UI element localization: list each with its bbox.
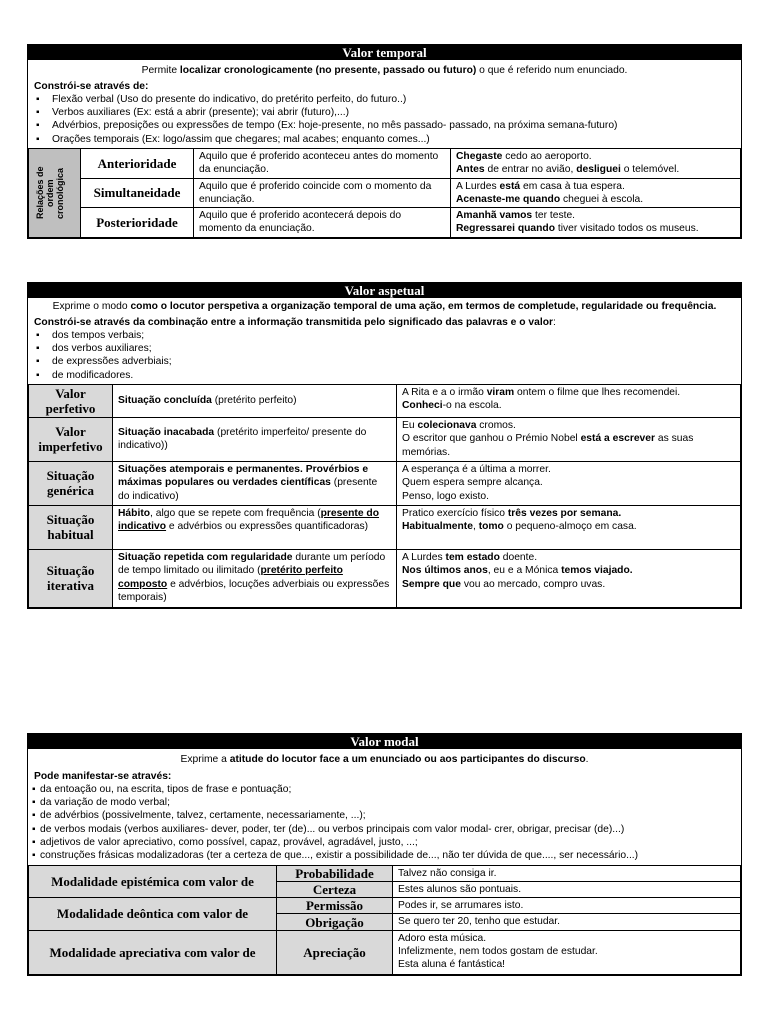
row-example: A Rita e a o irmão viram ontem o filme que lhes recomendei. Conheci-o na escola.	[397, 384, 741, 417]
row-example: A esperança é a última a morrer. Quem espera sempre alcança. Penso, logo existo.	[397, 461, 741, 505]
row-example: Amanhã vamos ter teste. Regressarei quando tiver visitado todos os museus.	[451, 208, 741, 238]
aspetual-intro: Exprime o modo como o locutor perspetiva a organização temporal de uma ação, em termos de completude, regularidade ou frequência.	[52, 301, 717, 312]
row-example: Eu colecionava cromos. O escritor que ganhou o Prémio Nobel está a escrever as suas memórias.	[397, 417, 741, 461]
modal-intro: Exprime a atitude do locutor face a um enunciado ou aos participantes do discurso.	[180, 754, 589, 765]
row-desc: Hábito, algo que se repete com frequência (presente do indicativo e advérbios ou expressões quantificadoras)	[113, 505, 397, 549]
row-example: Chegaste cedo ao aeroporto. Antes de entrar no avião, desliguei o telemóvel.	[451, 148, 741, 178]
group-label: Modalidade epistémica com valor de	[29, 865, 277, 898]
row-label: Situação genérica	[29, 461, 113, 505]
list-item: ▪ da variação de modo verbal;	[34, 796, 735, 809]
row-desc: Situação repetida com regularidade durante um período de tempo limitado ou ilimitado (pretérito perfeito composto e advérbios, locuções adverbiais ou expressões temporais)	[113, 549, 397, 607]
aspetual-section	[27, 282, 742, 609]
list-item: ▪ adjetivos de valor apreciativo, como possível, capaz, provável, agradável, justo, ...;	[34, 836, 735, 849]
table-row	[29, 178, 741, 208]
sub-label: Permissão	[277, 898, 393, 914]
list-item: ▪ construções frásicas modalizadoras (ter a certeza de que..., existir a possibilidade de..., não ter dúvida de que...., ser necessário...)	[34, 849, 735, 862]
row-desc: Aquilo que é proferido coincide com o momento da enunciação.	[194, 178, 451, 208]
aspetual-how-heading: Constrói-se através da combinação entre a informação transmitida pelo significado das palavras e o valor:	[34, 316, 556, 328]
row-label: Valor imperfetivo	[29, 417, 113, 461]
table-row	[29, 417, 741, 461]
list-item: ▪ dos tempos verbais;	[34, 329, 735, 342]
aspetual-how-list	[34, 329, 735, 382]
modal-how-list	[34, 783, 735, 863]
temporal-table	[28, 148, 741, 238]
table-row	[29, 898, 741, 914]
table-row	[29, 930, 741, 974]
modal-how	[28, 770, 741, 865]
temporal-how-list	[34, 93, 735, 146]
sub-label: Probabilidade	[277, 865, 393, 881]
row-label: Situação habitual	[29, 505, 113, 549]
row-example: A Lurdes está em casa à tua espera. Acenaste-me quando cheguei à escola.	[451, 178, 741, 208]
row-label: Posterioridade	[81, 208, 194, 238]
sub-label: Obrigação	[277, 914, 393, 930]
row-label: Simultaneidade	[81, 178, 194, 208]
modal-how-heading: Pode manifestar-se através:	[34, 770, 172, 782]
list-item: ▪ de modificadores.	[34, 369, 735, 382]
temporal-title: Valor temporal	[28, 45, 741, 60]
row-example: Pratico exercício físico três vezes por semana. Habitualmente, tomo o pequeno-almoço em casa.	[397, 505, 741, 549]
table-row	[29, 865, 741, 881]
group-label: Modalidade deôntica com valor de	[29, 898, 277, 931]
table-row	[29, 384, 741, 417]
row-desc: Aquilo que é proferido acontecerá depois do momento da enunciação.	[194, 208, 451, 238]
row-example: Podes ir, se arrumares isto.	[393, 898, 741, 914]
row-example: A Lurdes tem estado doente. Nos últimos anos, eu e a Mónica temos viajado. Sempre que vou ao mercado, compro uvas.	[397, 549, 741, 607]
table-row	[29, 505, 741, 549]
side-label-cell	[29, 148, 81, 237]
list-item: ▪ Orações temporais (Ex: logo/assim que chegares; mal acabes; enquanto comes...)	[34, 133, 735, 146]
modal-table	[28, 865, 741, 975]
aspetual-how	[28, 316, 741, 384]
list-item: ▪ da entoação ou, na escrita, tipos de frase e pontuação;	[34, 783, 735, 796]
list-item: ▪ Verbos auxiliares (Ex: está a abrir (presente); vai abrir (futuro),...)	[34, 106, 735, 119]
row-example: Talvez não consiga ir.	[393, 865, 741, 881]
row-desc: Situação inacabada (pretérito imperfeito/ presente do indicativo))	[113, 417, 397, 461]
row-label: Anterioridade	[81, 148, 194, 178]
sub-label: Certeza	[277, 881, 393, 897]
list-item: ▪ de advérbios (possivelmente, talvez, certamente, necessariamente, ...);	[34, 809, 735, 822]
side-label: Relações de ordem cronológica	[34, 166, 65, 220]
temporal-how-heading: Constrói-se através de:	[34, 80, 149, 92]
table-row	[29, 549, 741, 607]
aspetual-title: Valor aspetual	[28, 283, 741, 298]
temporal-intro: Permite localizar cronologicamente (no presente, passado ou futuro) o que é referido num enunciado.	[141, 65, 628, 76]
temporal-section	[27, 44, 742, 239]
row-label: Situação iterativa	[29, 549, 113, 607]
row-example: Estes alunos são pontuais.	[393, 881, 741, 897]
list-item: ▪ de verbos modais (verbos auxiliares- dever, poder, ter (de)... ou verbos principais com valor modal- crer, obrigar, precisar (de)...)	[34, 823, 735, 836]
list-item: ▪ de expressões adverbiais;	[34, 355, 735, 368]
sub-label: Apreciação	[277, 930, 393, 974]
temporal-how	[28, 80, 741, 148]
row-desc: Situação concluída (pretérito perfeito)	[113, 384, 397, 417]
list-item: ▪ Flexão verbal (Uso do presente do indicativo, do pretérito perfeito, do futuro..)	[34, 93, 735, 106]
row-label: Valor perfetivo	[29, 384, 113, 417]
table-row	[29, 148, 741, 178]
group-label: Modalidade apreciativa com valor de	[29, 930, 277, 974]
list-item: ▪ Advérbios, preposições ou expressões de tempo (Ex: hoje-presente, no mês passado- passado, na próxima semana-futuro)	[34, 119, 735, 132]
aspetual-table	[28, 384, 741, 608]
row-example: Se quero ter 20, tenho que estudar.	[393, 914, 741, 930]
table-row	[29, 208, 741, 238]
row-desc: Situações atemporais e permanentes. Provérbios e máximas populares ou verdades científicas (presente do indicativo)	[113, 461, 397, 505]
row-desc: Aquilo que é proferido aconteceu antes do momento da enunciação.	[194, 148, 451, 178]
row-example: Adoro esta música. Infelizmente, nem todos gostam de estudar. Esta aluna é fantástica!	[393, 930, 741, 974]
list-item: ▪ dos verbos auxiliares;	[34, 342, 735, 355]
table-row	[29, 461, 741, 505]
modal-title: Valor modal	[28, 734, 741, 749]
modal-section	[27, 733, 742, 976]
